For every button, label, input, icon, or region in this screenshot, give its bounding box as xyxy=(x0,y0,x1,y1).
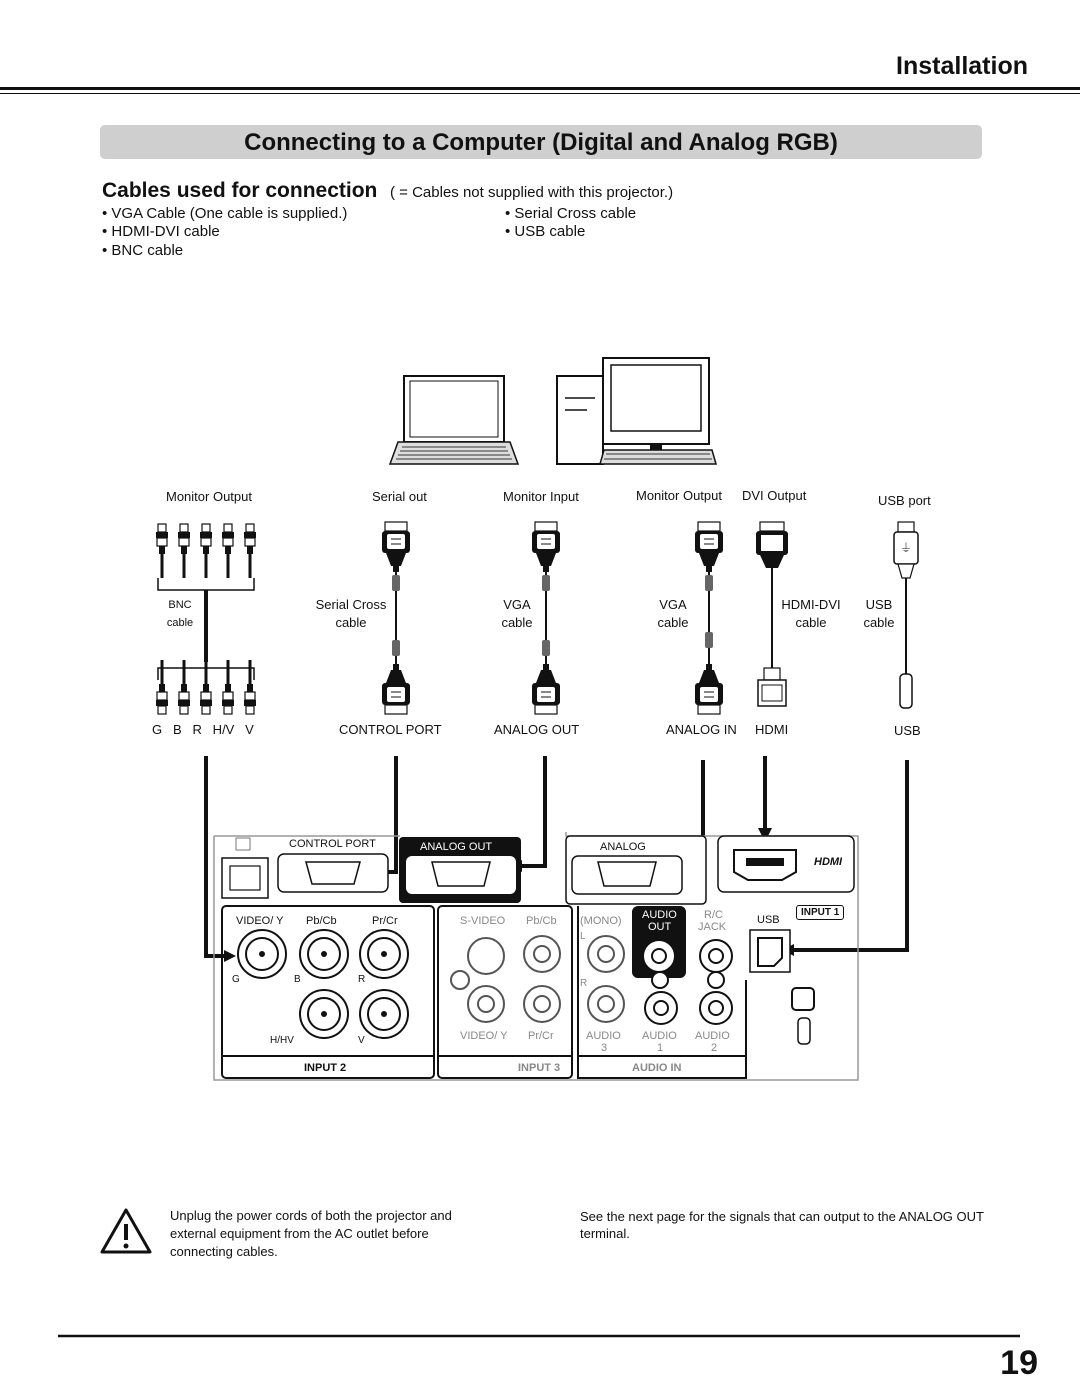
cable-list-item: • Serial Cross cable xyxy=(505,205,637,222)
panel-audio-in-label: AUDIO IN xyxy=(632,1062,682,1074)
page-header-title: Installation xyxy=(896,52,1028,80)
panel-video-y-2-label: VIDEO/ Y xyxy=(460,1030,508,1042)
panel-video-y-label: VIDEO/ Y xyxy=(236,915,284,927)
cable-list-item: • HDMI-DVI cable xyxy=(102,223,220,240)
label-monitor-output-2: Monitor Output xyxy=(636,488,722,503)
panel-v-label: V xyxy=(358,1035,365,1046)
panel-rc-label: R/C xyxy=(704,909,723,921)
label-analog-in: ANALOG IN xyxy=(666,722,737,737)
hdmi-connector-icon xyxy=(758,668,786,706)
panel-h-hv-label: H/HV xyxy=(270,1035,294,1046)
panel-audio2-num: 2 xyxy=(711,1042,718,1054)
label-usb-port: USB port xyxy=(878,493,931,508)
panel-hdmi-logo: HDMI xyxy=(814,856,843,868)
label-vga-cable-2: VGA cable xyxy=(657,597,689,630)
panel-control-port-label: CONTROL PORT xyxy=(289,838,376,850)
panel-analog-label: ANALOG xyxy=(600,841,646,853)
kensington-lock-icon xyxy=(792,988,814,1044)
label-monitor-output-1: Monitor Output xyxy=(166,489,252,504)
panel-s-video-label: S-VIDEO xyxy=(460,915,506,927)
label-hdmi: HDMI xyxy=(755,722,789,737)
panel-input1-label: INPUT 1 xyxy=(796,905,844,920)
panel-audio2-label: AUDIO xyxy=(695,1030,730,1042)
panel-pb-cb-2-label: Pb/Cb xyxy=(526,915,557,927)
label-usb: USB xyxy=(894,723,921,738)
panel-mono-label: (MONO) xyxy=(580,915,622,927)
panel-analog-out-label: ANALOG OUT xyxy=(420,841,493,853)
panel-input3-label: INPUT 3 xyxy=(518,1062,561,1074)
dvi-connector-icon xyxy=(756,522,788,668)
panel-usb-label: USB xyxy=(757,914,780,926)
cables-note: ( = Cables not supplied with this projector.) xyxy=(390,184,674,201)
label-bnc-pins: G B R H/V V xyxy=(152,722,254,737)
svg-text:⏚: ⏚ xyxy=(899,541,913,555)
panel-g-label: G xyxy=(232,974,240,985)
warning-triangle-icon xyxy=(102,1210,150,1252)
note-text: See the next page for the signals that can output to the ANALOG OUT terminal. xyxy=(580,1209,984,1241)
label-dvi-output: DVI Output xyxy=(742,488,807,503)
panel-pr-cr-label: Pr/Cr xyxy=(372,915,398,927)
panel-rc-jack-label: JACK xyxy=(698,921,727,933)
panel-audio-out-label: AUDIO xyxy=(642,909,677,921)
cable-list-item: • VGA Cable (One cable is supplied.) xyxy=(102,205,348,222)
panel-r-label: R xyxy=(358,974,366,985)
panel-input2-label: INPUT 2 xyxy=(304,1062,347,1074)
projector-panel xyxy=(214,832,858,1080)
desktop-computer-icon xyxy=(557,358,716,464)
panel-audio3-num: 3 xyxy=(601,1042,608,1054)
warning-text: Unplug the power cords of both the projector and external equipment from the AC outlet before connecting cables. xyxy=(170,1208,452,1259)
panel-pr-cr-2-label: Pr/Cr xyxy=(528,1030,554,1042)
panel-audio1-num: 1 xyxy=(657,1042,664,1054)
label-control-port: CONTROL PORT xyxy=(339,722,442,737)
panel-l-label: L xyxy=(580,931,586,942)
panel-audio3-label: AUDIO xyxy=(586,1030,621,1042)
page-number: 19 xyxy=(1000,1344,1038,1382)
label-usb-cable: USB cable xyxy=(863,597,895,630)
panel-audio-out-label-2: OUT xyxy=(648,921,672,933)
label-bnc-cable: BNC cable xyxy=(166,599,194,629)
lan-icon xyxy=(222,838,268,898)
panel-pb-cb-label: Pb/Cb xyxy=(306,915,337,927)
label-analog-out: ANALOG OUT xyxy=(494,722,580,737)
panel-b-label: B xyxy=(294,974,301,985)
d-sub-connector-icon xyxy=(695,522,723,714)
section-title: Connecting to a Computer (Digital and Analog RGB) xyxy=(244,129,838,156)
label-hdmi-dvi-cable: HDMI-DVI cable xyxy=(781,597,841,630)
laptop-icon xyxy=(390,376,518,464)
label-serial-out: Serial out xyxy=(372,489,427,504)
label-serial-cross-cable: Serial Cross cable xyxy=(315,597,387,630)
panel-audio1-label: AUDIO xyxy=(642,1030,677,1042)
cable-list-item: • BNC cable xyxy=(102,242,184,259)
label-vga-cable-1: VGA cable xyxy=(501,597,533,630)
label-monitor-input: Monitor Input xyxy=(503,489,579,504)
panel-r2-label: R xyxy=(580,978,588,989)
cables-heading: Cables used for connection xyxy=(102,179,378,202)
cable-list-item: • USB cable xyxy=(505,223,586,240)
